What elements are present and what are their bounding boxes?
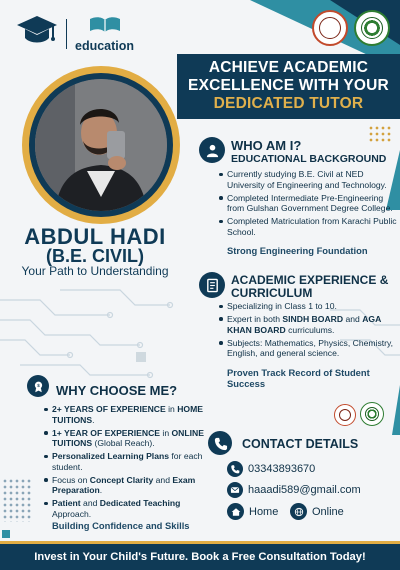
- mode-home-label: Home: [249, 505, 279, 518]
- contact-email[interactable]: [227, 482, 361, 498]
- contact-mode-online: [290, 503, 344, 520]
- who-am-i-title: WHO AM I?: [231, 138, 302, 153]
- why-icon-wrap: [27, 375, 49, 397]
- aga-khan-board-seal: [354, 10, 390, 46]
- education-footer: Strong Engineering Foundation: [227, 245, 368, 256]
- experience-list: [219, 301, 397, 361]
- logo-divider: [66, 19, 67, 49]
- email-icon: [227, 482, 243, 498]
- ned-seal-small: [334, 404, 356, 426]
- svg-text:$: $: [36, 382, 40, 388]
- experience-footer: Proven Track Record of Student Success: [227, 367, 370, 389]
- globe-icon: [290, 503, 307, 520]
- dot-pattern-gold: [368, 125, 392, 143]
- call-to-action-text: Invest in Your Child's Future. Book a Free Consultation Today!: [34, 551, 366, 563]
- education-list: [219, 169, 397, 240]
- list-item: 2+ YEARS OF EXPERIENCE in HOME TUITIONS.: [44, 404, 204, 425]
- list-item: Completed Intermediate Pre-Engineering from Gulshan Government Degree College.: [219, 193, 397, 214]
- headline-banner: [177, 54, 400, 119]
- ned-university-seal: [312, 10, 348, 46]
- contact-mode-home: [227, 503, 278, 520]
- small-square-accent: [2, 530, 10, 538]
- experience-icon-wrap: [199, 272, 225, 298]
- list-item: Specializing in Class 1 to 10.: [219, 301, 397, 312]
- mode-online-label: Online: [312, 505, 344, 518]
- why-footer: Building Confidence and Skills: [52, 520, 190, 531]
- headline-line-3: DEDICATED TUTOR: [213, 95, 364, 112]
- brand-logo: [16, 14, 134, 53]
- headline-line-2: EXCELLENCE WITH YOUR: [188, 77, 389, 94]
- phone-icon: [213, 436, 228, 451]
- tutor-tagline: Your Path to Understanding: [21, 264, 169, 278]
- email-address: haaadi589@gmail.com: [248, 484, 361, 496]
- contact-title: CONTACT DETAILS: [242, 437, 359, 451]
- akb-seal-small: [360, 402, 384, 426]
- person-icon: [205, 143, 220, 158]
- graduation-cap-icon: [16, 14, 58, 53]
- list-item: 1+ YEAR OF EXPERIENCE in ONLINE TUITIONS (Global Reach).: [44, 428, 204, 449]
- contact-icon-wrap: [208, 431, 232, 455]
- logo-text: education: [75, 38, 135, 53]
- medal-icon: [32, 380, 45, 393]
- call-to-action-bar: [0, 541, 400, 570]
- dot-pattern-left: [2, 478, 32, 522]
- education-subtitle: EDUCATIONAL BACKGROUND: [231, 153, 387, 165]
- headline-line-1: ACHIEVE ACADEMIC: [208, 59, 369, 76]
- list-item: Completed Matriculation from Karachi Public School.: [219, 216, 397, 237]
- phone-icon: [227, 461, 243, 477]
- right-teal-stripe-2: [392, 385, 400, 435]
- profile-photo: [35, 79, 167, 211]
- circuit-lines: [0, 280, 200, 380]
- contact-phone[interactable]: [227, 461, 315, 477]
- list-item: Patient and Dedicated Teaching Approach.: [44, 498, 204, 519]
- list-item: Expert in both SINDH BOARD and AGA KHAN BOARD curriculums.: [219, 314, 397, 335]
- document-icon: [205, 278, 220, 293]
- tutor-name: ABDUL HADI: [24, 224, 166, 249]
- experience-title-2: CURRICULUM: [231, 286, 313, 300]
- list-item: Focus on Concept Clarity and Exam Preparation.: [44, 475, 204, 496]
- home-icon: [227, 503, 244, 520]
- book-icon: [88, 15, 122, 38]
- why-title: WHY CHOOSE ME?: [56, 383, 178, 398]
- education-brand: [75, 15, 134, 53]
- experience-title-1: ACADEMIC EXPERIENCE &: [231, 273, 389, 287]
- phone-number: 03343893670: [248, 463, 316, 475]
- list-item: Currently studying B.E. Civil at NED University of Engineering and Technology.: [219, 169, 397, 190]
- list-item: Personalized Learning Plans for each student.: [44, 451, 204, 472]
- who-am-i-icon-wrap: [199, 137, 225, 163]
- why-list: [44, 404, 204, 522]
- tutor-degree: (B.E. CIVIL): [46, 246, 144, 266]
- list-item: Subjects: Mathematics, Physics, Chemistry, English, and general science.: [219, 338, 397, 359]
